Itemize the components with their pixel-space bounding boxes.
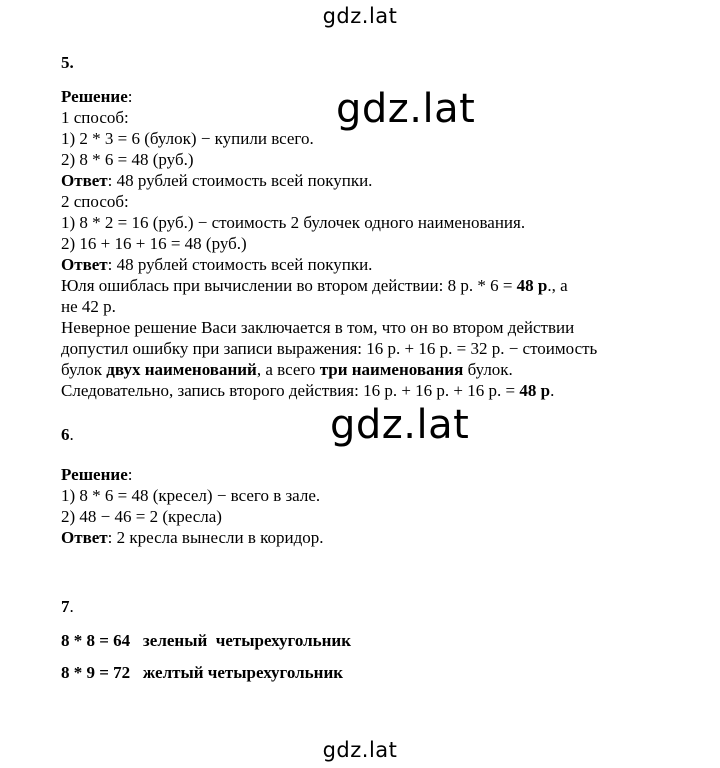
task6-answer: Ответ: 2 кресла вынесли в коридор.: [61, 528, 324, 547]
task5-method1-step2: 2) 8 * 6 = 48 (руб.): [61, 150, 194, 169]
task5-number: 5.: [61, 53, 74, 72]
task5-method2-title: 2 способ:: [61, 192, 129, 211]
task6-number: 6.: [61, 425, 74, 444]
watermark-top: gdz.lat: [322, 4, 398, 28]
task5-method2-answer: Ответ: 48 рублей стоимость всей покупки.: [61, 255, 373, 274]
task5-vasya-line2: допустил ошибку при записи выражения: 16 р. + 16 р. = 32 р. − стоимость: [61, 339, 598, 358]
task5-yulia-line2: не 42 р.: [61, 297, 116, 316]
task5-vasya-line1: Неверное решение Васи заключается в том, что он во втором действии: [61, 318, 575, 337]
watermark-middle-2: gdz.lat: [330, 402, 470, 448]
task5-vasya-line3: булок двух наименований, а всего три наименования булок.: [61, 360, 513, 379]
task5-solution-heading: Решение:: [61, 87, 133, 106]
task7-line1: 8 * 8 = 64 зеленый четырехугольник: [61, 631, 352, 650]
task5-method2-step2: 2) 16 + 16 + 16 = 48 (руб.): [61, 234, 247, 253]
task5-yulia-line1: Юля ошиблась при вычислении во втором действии: 8 р. * 6 = 48 р., а: [61, 276, 568, 295]
watermark-bottom: gdz.lat: [322, 738, 398, 762]
task5-vasya-line4: Следовательно, запись второго действия: 16 р. + 16 р. + 16 р. = 48 р.: [61, 381, 555, 400]
task5-method1-title: 1 способ:: [61, 108, 129, 127]
task5-method1-answer: Ответ: 48 рублей стоимость всей покупки.: [61, 171, 373, 190]
task6-solution-heading: Решение:: [61, 465, 133, 484]
task6-step1: 1) 8 * 6 = 48 (кресел) − всего в зале.: [61, 486, 321, 505]
task7-number: 7.: [61, 597, 74, 616]
task5-method1-step1: 1) 2 * 3 = 6 (булок) − купили всего.: [61, 129, 314, 148]
task5-method2-step1: 1) 8 * 2 = 16 (руб.) − стоимость 2 булочек одного наименования.: [61, 213, 526, 232]
task6-step2: 2) 48 − 46 = 2 (кресла): [61, 507, 222, 526]
task7-line2: 8 * 9 = 72 желтый четырехугольник: [61, 663, 344, 682]
watermark-middle-1: gdz.lat: [336, 86, 476, 132]
